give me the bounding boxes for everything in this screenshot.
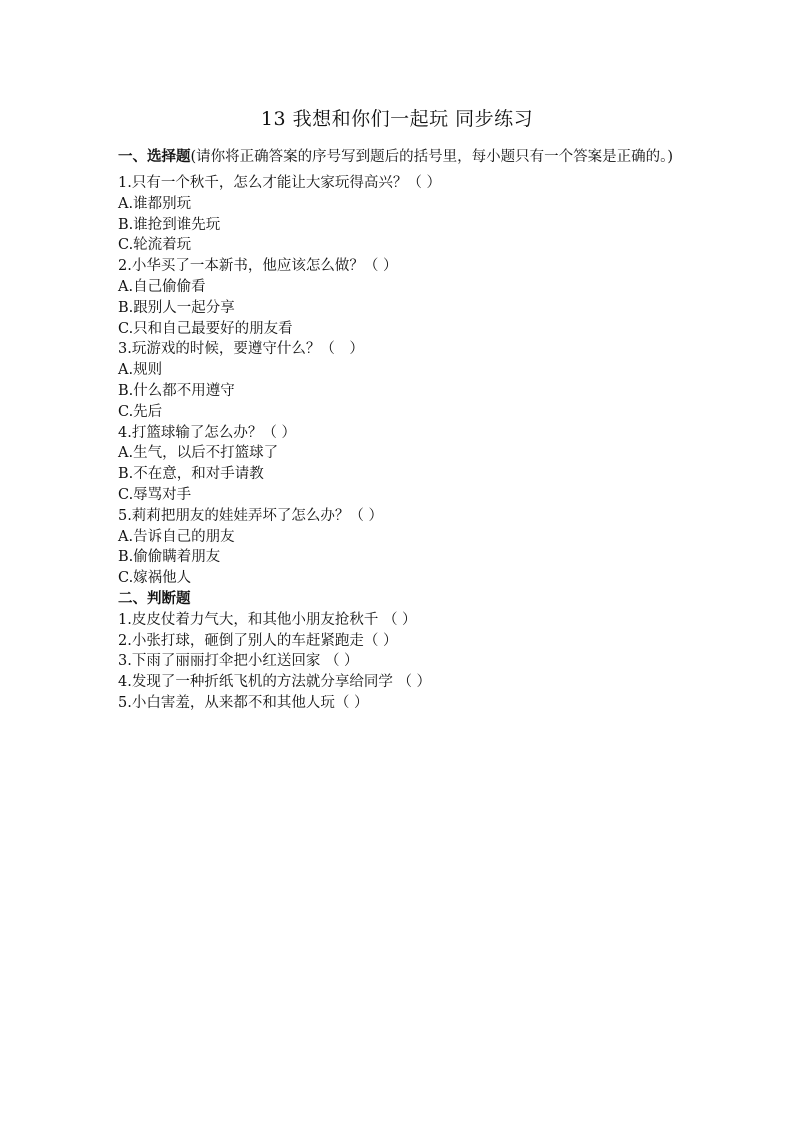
question-3-option-a: A.规则 [118, 362, 163, 379]
question-4-stem: 4.打篮球输了怎么办？（ ） [118, 424, 296, 441]
question-5-option-c: C.嫁祸他人 [118, 570, 192, 587]
question-5-option-b: B.偷偷瞒着朋友 [118, 549, 221, 566]
section-1-intro [118, 143, 688, 171]
judgment-item-2: 2.小张打球，砸倒了别人的车赶紧跑走（ ） [118, 632, 398, 649]
question-5-stem: 5.莉莉把朋友的娃娃弄坏了怎么办？（ ） [118, 507, 383, 524]
judgment-item-5: 5.小白害羞，从来都不和其他人玩（ ） [118, 694, 369, 711]
question-1-option-c: C.轮流着玩 [118, 237, 192, 254]
question-2-option-a: A.自己偷偷看 [118, 278, 206, 295]
question-2-option-c: C.只和自己最要好的朋友看 [118, 320, 293, 337]
question-2-option-b: B.跟别人一起分享 [118, 299, 235, 316]
question-3-stem: 3.玩游戏的时候，要遵守什么？（ ） [118, 341, 364, 358]
question-3-option-b: B.什么都不用遵守 [118, 382, 235, 399]
judgment-item-1: 1.皮皮仗着力气大，和其他小朋友抢秋千 （ ） [118, 611, 417, 628]
question-1-option-a: A.谁都别玩 [118, 195, 192, 212]
question-1-option-b: B.谁抢到谁先玩 [118, 216, 221, 233]
question-1-stem: 1.只有一个秋千，怎么才能让大家玩得高兴？（ ） [118, 175, 441, 191]
question-5-option-a: A.告诉自己的朋友 [118, 528, 235, 545]
question-4-option-a: A.生气，以后不打篮球了 [118, 445, 279, 462]
question-4-option-c: C.辱骂对手 [118, 486, 192, 503]
section-1-instruction: (请你将正确答案的序号写到题后的括号里，每小题只有一个答案是正确的。) [190, 149, 674, 165]
worksheet-content [118, 143, 688, 714]
section-1-heading: 一、选择题 [118, 149, 191, 165]
section-2-heading: 二、判断题 [118, 590, 191, 607]
question-3-option-c: C.先后 [118, 403, 163, 420]
question-4-option-b: B.不在意，和对手请教 [118, 466, 264, 483]
page-title: 13 我想和你们一起玩 同步练习 [260, 108, 534, 130]
judgment-item-4: 4.发现了一种折纸飞机的方法就分享给同学 （ ） [118, 674, 432, 691]
judgment-item-3: 3.下雨了丽丽打伞把小红送回家 （ ） [118, 653, 359, 670]
question-2-stem: 2.小华买了一本新书，他应该怎么做？（ ） [118, 258, 398, 275]
